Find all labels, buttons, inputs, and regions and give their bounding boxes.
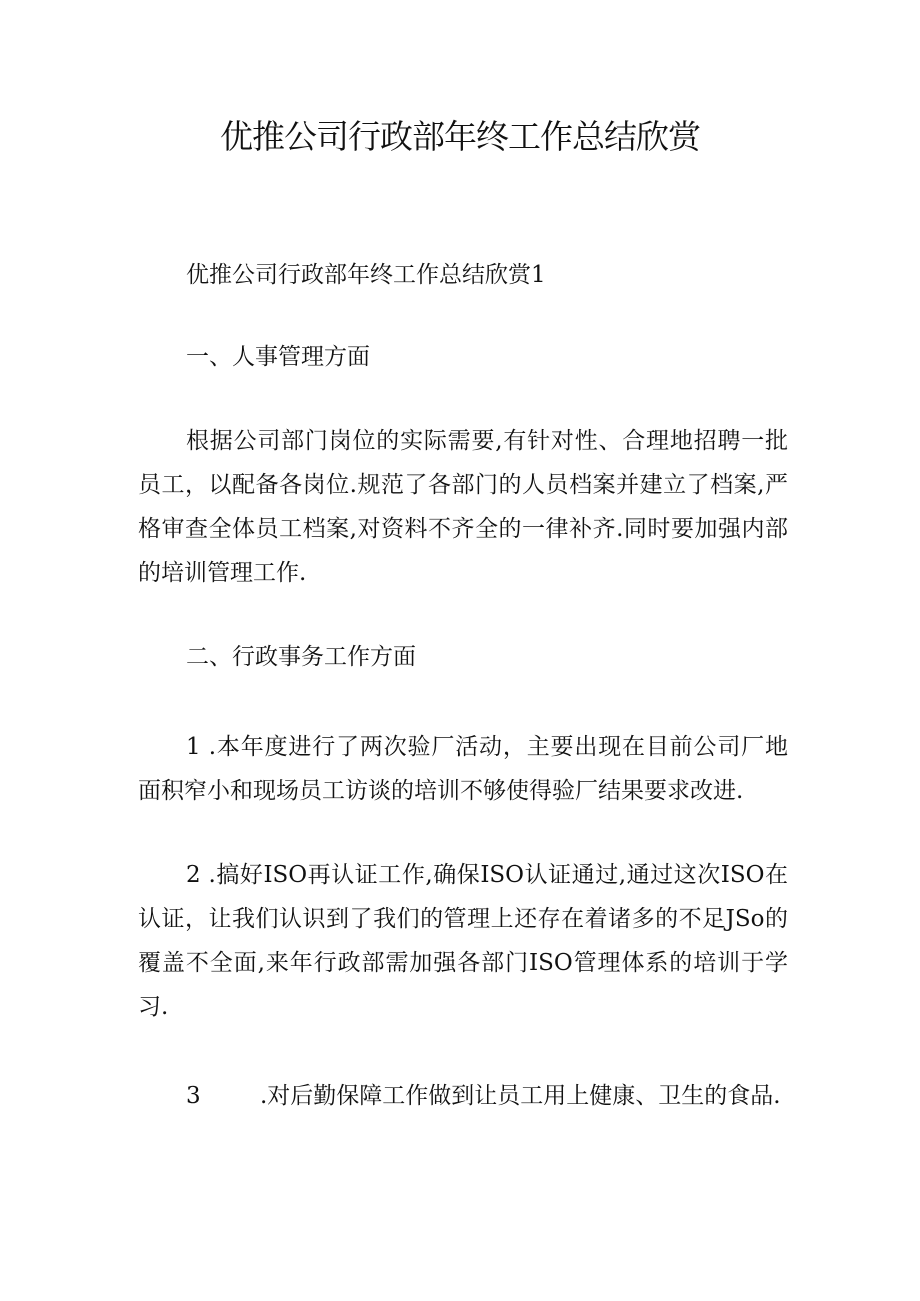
list-item-text: .对后勤保障工作做到让员工用上健康、卫生的食品. bbox=[260, 1083, 781, 1109]
document-title: 优推公司行政部年终工作总结欣赏 bbox=[220, 117, 700, 156]
list-item bbox=[138, 725, 788, 813]
section-heading-personnel: 一、人事管理方面 bbox=[186, 344, 370, 370]
list-item-number: 1 bbox=[186, 734, 201, 760]
list-item-number: 2 bbox=[186, 862, 201, 888]
list-item bbox=[138, 1074, 788, 1118]
list-item-number: 3 bbox=[186, 1083, 201, 1109]
section-heading-admin: 二、行政事务工作方面 bbox=[186, 644, 416, 670]
list-item bbox=[138, 853, 788, 1029]
list-item-text: .本年度进行了两次验厂活动，主要出现在目前公司厂地面积窄小和现场员工访谈的培训不够使得验厂结果要求改进. bbox=[138, 734, 788, 804]
section-body-personnel: 根据公司部门岗位的实际需要,有针对性、合理地招聘一批员工，以配备各岗位.规范了各部门的人员档案并建立了档案,严格审查全体员工档案,对资料不齐全的一律补齐.同时要加强内部的培训管理工作. bbox=[138, 428, 788, 586]
list-item-text: .搞好ISO再认证工作,确保ISO认证通过,通过这次ISO在认证，让我们认识到了我们的管理上还存在着诸多的不足JSo的覆盖不全面,来年行政部需加强各部门ISO管理体系的培训于学习. bbox=[138, 862, 788, 1020]
document-subtitle: 优推公司行政部年终工作总结欣赏1 bbox=[186, 262, 546, 288]
